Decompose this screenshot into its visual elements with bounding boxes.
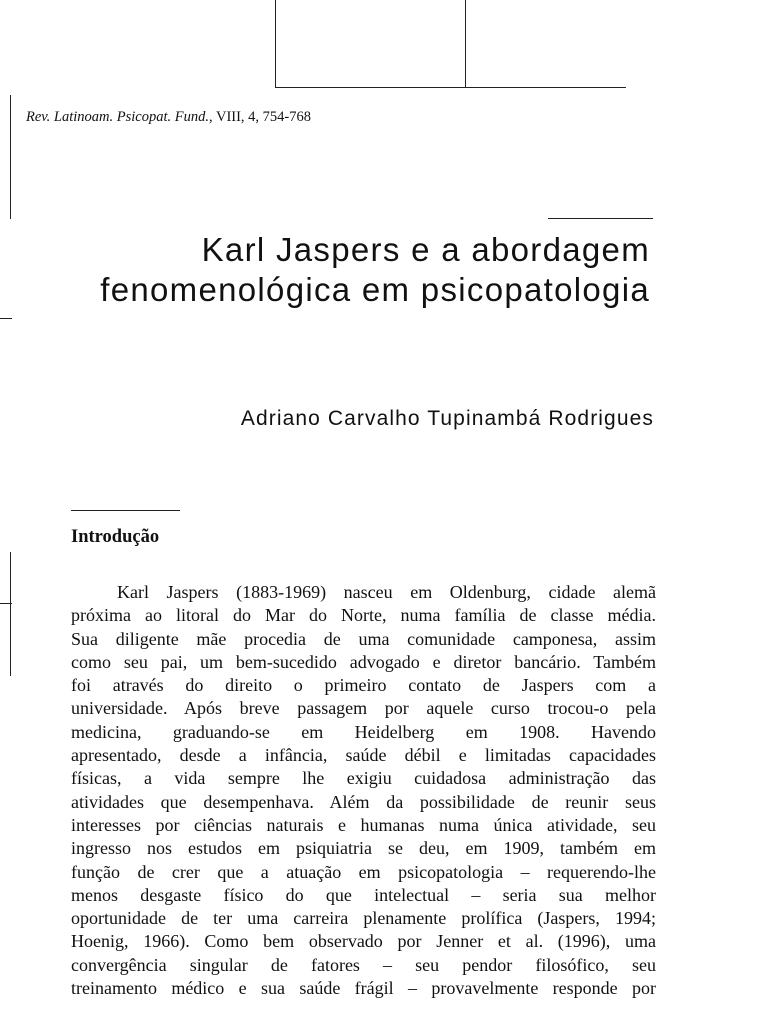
body-line: função de crer que a atuação em psicopatologia – requerendo-lhe [71, 861, 656, 882]
body-line: apresentado, desde a infância, saúde débil e limitadas capacidades [71, 745, 656, 766]
article-title-line-2: fenomenológica em psicopatologia [100, 271, 650, 308]
body-line: treinamento médico e sua saúde frágil – provavelmente responde por [71, 978, 656, 999]
section-rule [71, 510, 180, 511]
crop-mark-left-lower-vertical [10, 552, 11, 676]
crop-mark-top-left-vertical [275, 0, 276, 88]
body-line: próxima ao litoral do Mar do Norte, numa família de classe média. [71, 605, 656, 626]
section-heading-introducao: Introdução [71, 527, 160, 547]
title-rule [548, 218, 653, 219]
body-line: universidade. Após breve passagem por aquele curso trocou-o pela [71, 698, 656, 719]
body-line: foi através do direito o primeiro contato de Jaspers com a [71, 675, 656, 696]
author-name: Adriano Carvalho Tupinambá Rodrigues [240, 407, 654, 430]
crop-mark-top-right-vertical [465, 0, 466, 88]
body-line: medicina, graduando-se em Heidelberg em 1908. Havendo [71, 721, 656, 742]
body-line: Hoenig, 1966). Como bem observado por Jenner et al. (1996), uma [71, 931, 656, 952]
body-line: interesses por ciências naturais e humanas numa única atividade, seu [71, 814, 656, 835]
body-line: físicas, a vida sempre lhe exigiu cuidadosa administração das [71, 768, 656, 789]
citation-details: , VIII, 4, 754-768 [208, 109, 312, 125]
crop-mark-left-upper-vertical [10, 95, 11, 219]
crop-mark-left-upper-horizontal [0, 318, 12, 319]
body-line: como seu pai, um bem-sucedido advogado e diretor bancário. Também [71, 651, 656, 672]
journal-name: Rev. Latinoam. Psicopat. Fund. [26, 109, 209, 125]
body-line: oportunidade de ter uma carreira plenamente prolífica (Jaspers, 1994; [71, 908, 656, 929]
body-line: atividades que desempenhava. Além da possibilidade de reunir seus [71, 791, 656, 812]
body-line: Karl Jaspers (1883-1969) nasceu em Oldenburg, cidade alemã [117, 582, 656, 602]
article-title-line-1: Karl Jaspers e a abordagem [201, 231, 650, 268]
body-paragraph [71, 581, 656, 1024]
crop-mark-top-horizontal [275, 87, 626, 88]
body-line: ingresso nos estudos em psiquiatria se deu, em 1909, também em [71, 838, 656, 859]
body-line: convergência singular de fatores – seu pendor filosófico, seu [71, 954, 656, 975]
crop-mark-left-lower-horizontal [0, 603, 12, 604]
journal-citation [26, 108, 311, 126]
body-line: menos desgaste físico do que intelectual – seria sua melhor [71, 884, 656, 905]
body-line: Sua diligente mãe procedia de uma comunidade camponesa, assim [71, 628, 656, 649]
article-title [100, 230, 650, 310]
